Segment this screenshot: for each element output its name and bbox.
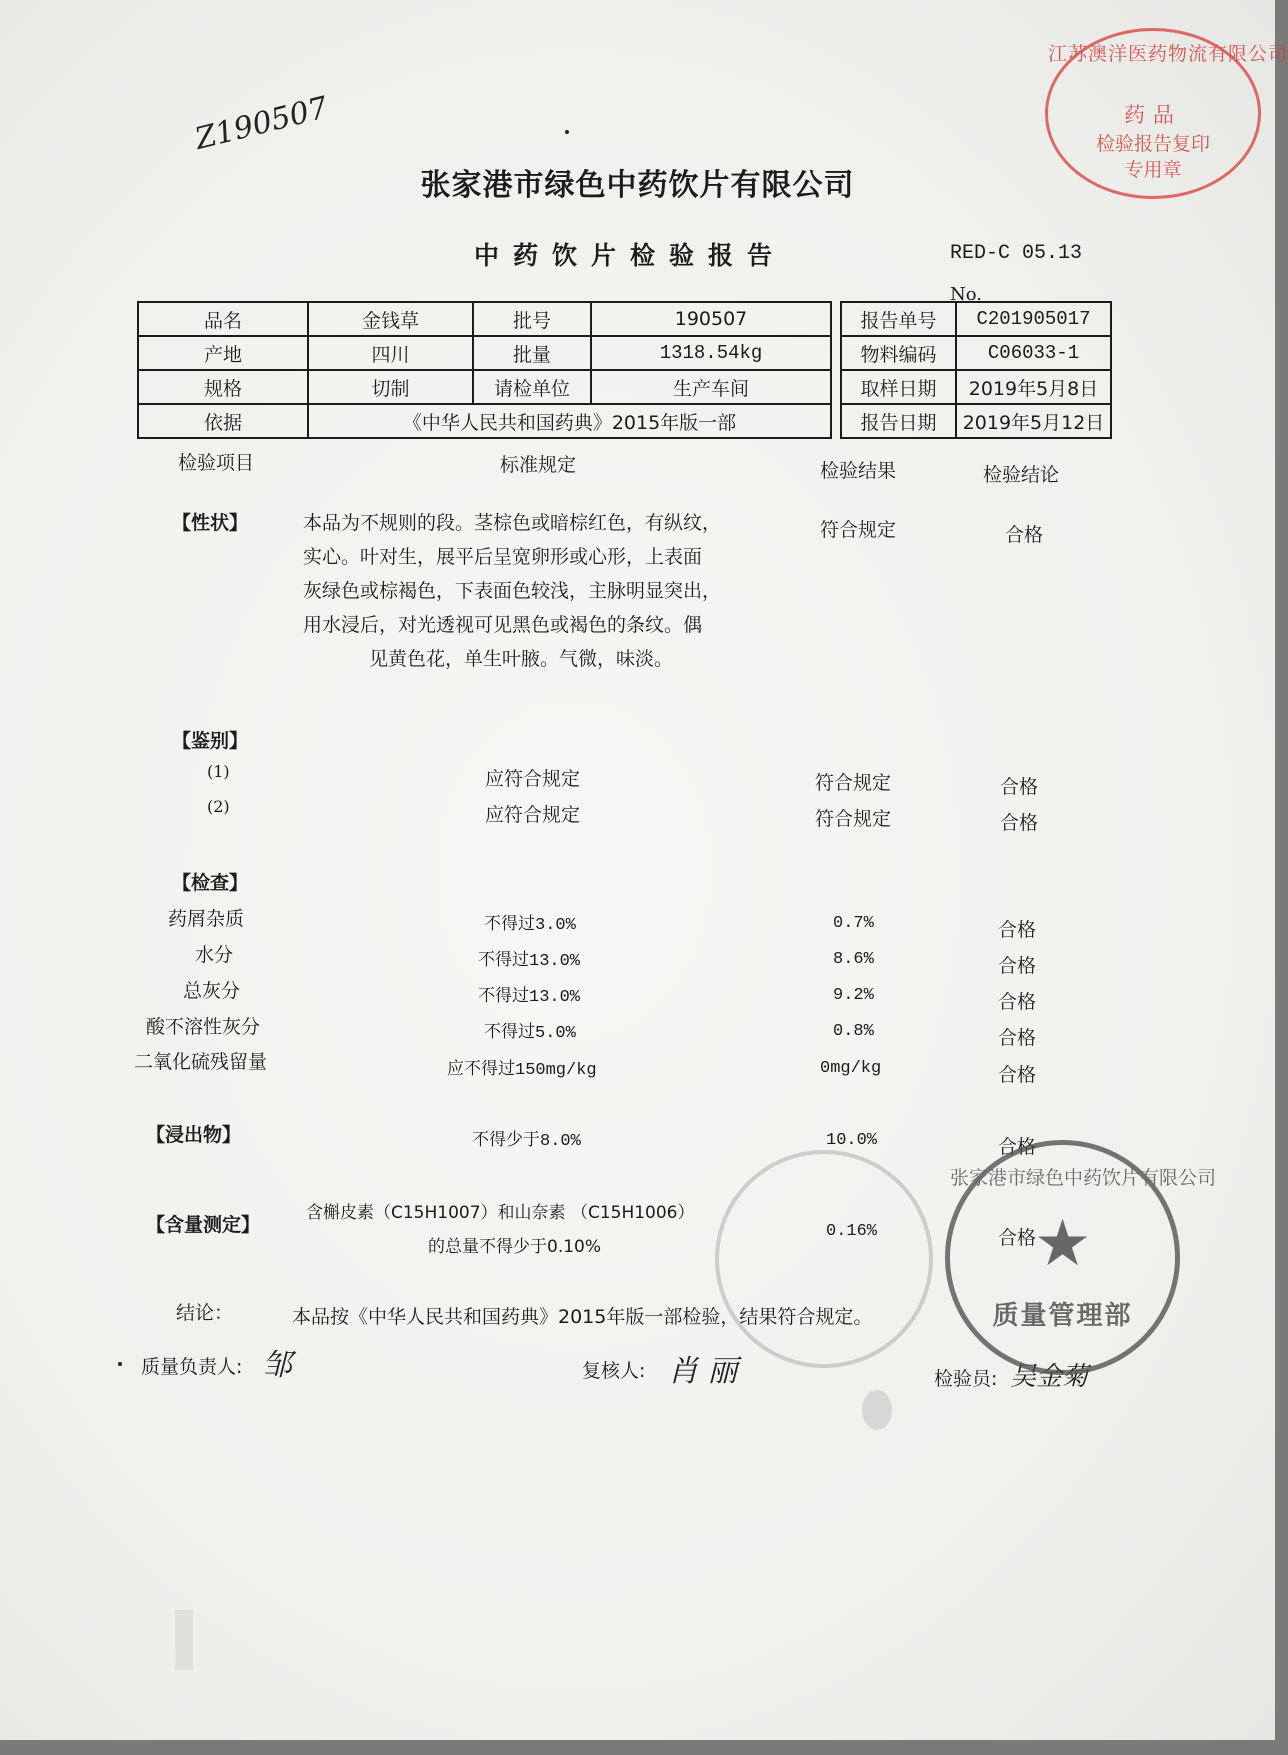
table-row bbox=[138, 404, 1111, 438]
ident-item-2: (2) bbox=[207, 797, 230, 816]
quality-manager-label: 质量负责人: bbox=[141, 1356, 243, 1378]
cell-gap bbox=[831, 302, 841, 336]
header-result: 检验结果 bbox=[820, 460, 897, 482]
reviewer-label: 复核人: bbox=[582, 1360, 646, 1382]
scan-speck bbox=[118, 1362, 122, 1366]
inspection-standard: 不得过3.0% bbox=[484, 916, 576, 935]
label-report-date: 报告日期 bbox=[841, 404, 956, 438]
inspection-result: 0.7% bbox=[833, 914, 874, 933]
inspection-item: 总灰分 bbox=[183, 980, 241, 1002]
inspection-result: 8.6% bbox=[833, 950, 874, 969]
ident-conclusion-1: 合格 bbox=[1000, 776, 1039, 798]
label-product: 品名 bbox=[138, 302, 308, 336]
report-no-label: No. bbox=[950, 284, 982, 305]
extract-conclusion: 合格 bbox=[998, 1136, 1037, 1158]
description-line: 本品为不规则的段。茎棕色或暗棕红色，有纵纹， bbox=[303, 512, 722, 534]
inspection-conclusion: 合格 bbox=[998, 1064, 1037, 1086]
table-row bbox=[138, 302, 1111, 336]
header-standard: 标准规定 bbox=[500, 454, 577, 476]
seal-department: 质量管理部 bbox=[992, 1301, 1133, 1331]
seal-ring-text: 张家港市绿色中药饮片有限公司 bbox=[950, 1167, 1217, 1189]
description-line: 见黄色花，单生叶腋。气微，味淡。 bbox=[369, 648, 674, 670]
ident-result-2: 符合规定 bbox=[815, 808, 892, 830]
cell-gap bbox=[831, 336, 841, 370]
seal-line: 药品 bbox=[1124, 103, 1182, 127]
scan-smudge bbox=[862, 1390, 892, 1430]
label-origin: 产地 bbox=[138, 336, 308, 370]
form-code: RED-C 05.13 bbox=[950, 242, 1083, 265]
header-conclusion: 检验结论 bbox=[983, 464, 1060, 486]
assay-standard-line2: 的总量不得少于0.10% bbox=[428, 1237, 602, 1257]
extract-standard: 不得少于8.0% bbox=[472, 1132, 581, 1151]
ident-standard-2: 应符合规定 bbox=[485, 804, 581, 826]
value-report-date: 2019年5月12日 bbox=[956, 404, 1111, 438]
inspection-standard: 不得过5.0% bbox=[484, 1024, 576, 1043]
character-result: 符合规定 bbox=[820, 519, 897, 541]
label-batch-qty: 批量 bbox=[473, 336, 591, 370]
section-character: 【性状】 bbox=[172, 512, 249, 534]
value-batch-qty: 1318.54kg bbox=[591, 336, 831, 370]
value-sampling-date: 2019年5月8日 bbox=[956, 370, 1111, 404]
ident-item-1: (1) bbox=[207, 762, 230, 781]
header-item: 检验项目 bbox=[178, 452, 255, 474]
faded-seal bbox=[715, 1150, 933, 1368]
section-assay: 【含量测定】 bbox=[146, 1214, 261, 1236]
conclusion-label: 结论： bbox=[176, 1302, 234, 1324]
description-line: 实心。叶对生，展平后呈宽卵形或心形，上表面 bbox=[303, 546, 703, 568]
section-inspection: 【检查】 bbox=[172, 872, 249, 894]
quality-manager-signature: 邹 bbox=[262, 1348, 292, 1383]
value-spec: 切制 bbox=[308, 370, 473, 404]
inspection-conclusion: 合格 bbox=[998, 919, 1037, 941]
ident-standard-1: 应符合规定 bbox=[485, 768, 581, 790]
value-report-no: C201905017 bbox=[956, 302, 1111, 336]
inspection-standard: 应不得过150mg/kg bbox=[447, 1061, 597, 1080]
label-batch: 批号 bbox=[473, 302, 591, 336]
seal-ring-text: 江苏澳洋医药物流有限公司 bbox=[1048, 43, 1288, 65]
reviewer-signature: 肖 丽 bbox=[668, 1354, 738, 1389]
description-line: 用水浸后，对光透视可见黑色或褐色的条纹。偶 bbox=[303, 614, 703, 636]
table-row bbox=[138, 370, 1111, 404]
assay-conclusion: 合格 bbox=[998, 1227, 1037, 1249]
inspection-result: 0.8% bbox=[833, 1022, 874, 1041]
report-title: 中药饮片检验报告 bbox=[473, 241, 786, 270]
conclusion-text: 本品按《中华人民共和国药典》2015年版一部检验，结果符合规定。 bbox=[292, 1306, 873, 1328]
seal-line: 专用章 bbox=[1124, 159, 1182, 181]
description-line: 灰绿色或棕褐色，下表面色较浅，主脉明显突出， bbox=[303, 580, 722, 602]
label-requester: 请检单位 bbox=[473, 370, 591, 404]
quality-department-seal bbox=[945, 1140, 1217, 1375]
cell-gap bbox=[831, 370, 841, 404]
inspection-result: 0mg/kg bbox=[820, 1059, 882, 1078]
value-batch: 190507 bbox=[591, 302, 831, 336]
value-basis: 《中华人民共和国药典》2015年版一部 bbox=[308, 404, 831, 438]
label-spec: 规格 bbox=[138, 370, 308, 404]
value-material-code: C06033-1 bbox=[956, 336, 1111, 370]
inspection-standard: 不得过13.0% bbox=[478, 952, 581, 971]
label-sampling-date: 取样日期 bbox=[841, 370, 956, 404]
extract-result: 10.0% bbox=[826, 1131, 878, 1150]
character-conclusion: 合格 bbox=[1005, 524, 1044, 546]
inspection-item: 酸不溶性灰分 bbox=[146, 1016, 261, 1038]
table-row bbox=[138, 336, 1111, 370]
cell-gap bbox=[831, 404, 841, 438]
value-product: 金钱草 bbox=[308, 302, 473, 336]
inspector-signature: 吴金菊 bbox=[1010, 1362, 1089, 1392]
ink-dot bbox=[565, 130, 569, 134]
label-material-code: 物料编码 bbox=[841, 336, 956, 370]
handwritten-number: Z190507 bbox=[191, 90, 332, 157]
value-requester: 生产车间 bbox=[591, 370, 831, 404]
inspection-conclusion: 合格 bbox=[998, 1027, 1037, 1049]
section-extract: 【浸出物】 bbox=[146, 1124, 242, 1146]
ident-conclusion-2: 合格 bbox=[1000, 812, 1039, 834]
character-description bbox=[303, 506, 803, 676]
inspection-item: 二氧化硫残留量 bbox=[134, 1051, 268, 1073]
inspection-result: 9.2% bbox=[833, 986, 874, 1005]
inspection-item: 药屑杂质 bbox=[168, 908, 245, 930]
inspection-standard: 不得过13.0% bbox=[478, 988, 581, 1007]
scan-smudge bbox=[175, 1610, 193, 1670]
ident-result-1: 符合规定 bbox=[815, 772, 892, 794]
copy-seal bbox=[1045, 28, 1288, 199]
info-table bbox=[137, 301, 1112, 439]
label-basis: 依据 bbox=[138, 404, 308, 438]
section-identification: 【鉴别】 bbox=[172, 730, 249, 752]
inspection-item: 水分 bbox=[195, 944, 234, 966]
company-name: 张家港市绿色中药饮片有限公司 bbox=[420, 168, 855, 203]
star-icon: ★ bbox=[1033, 1207, 1092, 1281]
inspection-conclusion: 合格 bbox=[998, 991, 1037, 1013]
assay-result: 0.16% bbox=[826, 1222, 878, 1241]
inspector-label: 检验员: bbox=[934, 1368, 998, 1390]
inspection-conclusion: 合格 bbox=[998, 955, 1037, 977]
seal-line: 检验报告复印 bbox=[1095, 133, 1210, 155]
label-report-no: 报告单号 bbox=[841, 302, 956, 336]
assay-standard-line1: 含槲皮素（C15H1007）和山奈素 （C15H1006） bbox=[306, 1203, 695, 1223]
value-origin: 四川 bbox=[308, 336, 473, 370]
